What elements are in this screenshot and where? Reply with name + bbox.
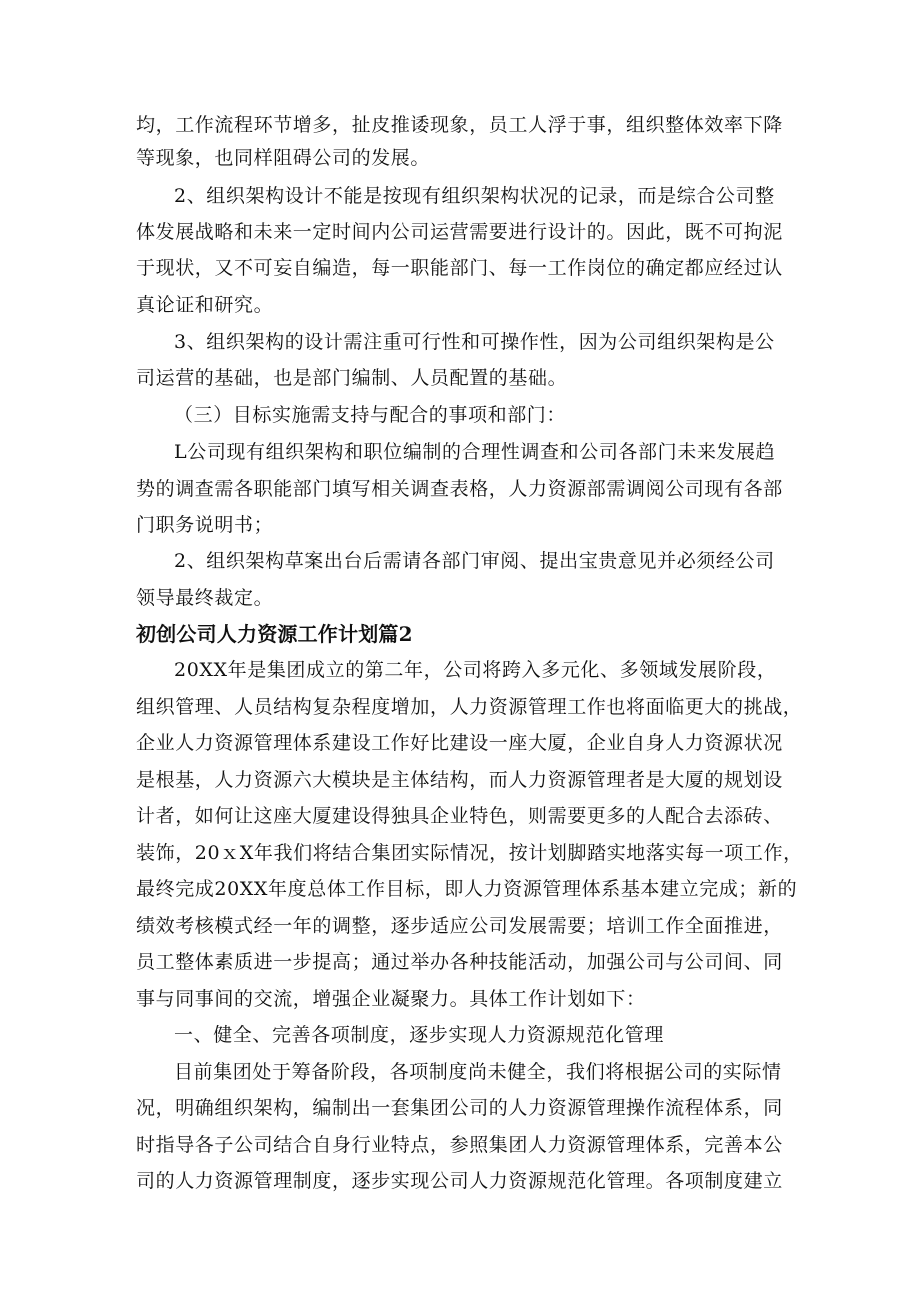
paragraph-line: 装饰，20ｘX年我们将结合集团实际情况，按计划脚踏实地落实每一项工作， bbox=[136, 842, 803, 864]
paragraph-line: 领导最终裁定。 bbox=[136, 587, 274, 609]
paragraph-line: 3、组织架构的设计需注重可行性和可操作性，因为公司组织架构是公 bbox=[174, 331, 775, 353]
paragraph-line: 于现状，又不可妄自编造，每一职能部门、每一工作岗位的确定都应经过认 bbox=[136, 257, 783, 279]
paragraph-line: 最终完成20XX年度总体工作目标，即人力资源管理体系基本建立完成；新的 bbox=[136, 878, 798, 900]
paragraph-line: 事与同事间的交流，增强企业凝聚力。具体工作计划如下： bbox=[136, 988, 646, 1010]
paragraph-line: 司的人力资源管理制度，逐步实现公司人力资源规范化管理。各项制度建立 bbox=[136, 1170, 783, 1192]
paragraph-line: 员工整体素质进一步提高；通过举办各种技能活动，加强公司与公司间、同 bbox=[136, 951, 783, 973]
paragraph-line: 时指导各子公司结合自身行业特点，参照集团人力资源管理体系，完善本公 bbox=[136, 1134, 783, 1156]
paragraph-line: 组织管理、人员结构复杂程度增加，人力资源管理工作也将面临更大的挑战， bbox=[136, 696, 803, 718]
paragraph-line: 是根基，人力资源六大模块是主体结构，而人力资源管理者是大厦的规划设 bbox=[136, 769, 783, 791]
paragraph-line: 企业人力资源管理体系建设工作好比建设一座大厦，企业自身人力资源状况 bbox=[136, 732, 783, 754]
paragraph-line: 绩效考核模式经一年的调整，逐步适应公司发展需要；培训工作全面推进， bbox=[136, 915, 783, 937]
paragraph-line: 20XX年是集团成立的第二年，公司将跨入多元化、多领域发展阶段， bbox=[174, 659, 777, 681]
paragraph-line: 等现象，也同样阻碍公司的发展。 bbox=[136, 147, 431, 169]
paragraph-line: 门职务说明书； bbox=[136, 514, 274, 536]
paragraph-line: 司运营的基础，也是部门编制、人员配置的基础。 bbox=[136, 367, 568, 389]
paragraph-line: 目前集团处于筹备阶段，各项制度尚未健全，我们将根据公司的实际情 bbox=[174, 1061, 782, 1083]
paragraph-line: 均，工作流程环节增多，扯皮推诿现象，员工人浮于事，组织整体效率下降 bbox=[136, 114, 783, 136]
paragraph-line: 况，明确组织架构，编制出一套集团公司的人力资源管理操作流程体系，同 bbox=[136, 1097, 783, 1119]
section-heading-line: 一、健全、完善各项制度，逐步实现人力资源规范化管理 bbox=[174, 1024, 665, 1046]
paragraph-line: L公司现有组织架构和职位编制的合理性调查和公司各部门未来发展趋 bbox=[174, 441, 776, 463]
paragraph-line: 计者，如何让这座大厦建设得独具企业特色，则需要更多的人配合去添砖、 bbox=[136, 805, 783, 827]
paragraph-line: 2、组织架构草案出台后需请各部门审阅、提出宝贵意见并必须经公司 bbox=[174, 550, 775, 572]
paragraph-line: 真论证和研究。 bbox=[136, 294, 274, 316]
article-title: 初创公司人力资源工作计划篇2 bbox=[136, 622, 413, 646]
paragraph-line: 2、组织架构设计不能是按现有组织架构状况的记录，而是综合公司整 bbox=[174, 185, 775, 207]
paragraph-line: 势的调查需各职能部门填写相关调查表格，人力资源部需调阅公司现有各部 bbox=[136, 478, 783, 500]
section-heading-line: （三）目标实施需支持与配合的事项和部门： bbox=[174, 404, 567, 426]
paragraph-line: 体发展战略和未来一定时间内公司运营需要进行设计的。因此，既不可拘泥 bbox=[136, 221, 783, 243]
